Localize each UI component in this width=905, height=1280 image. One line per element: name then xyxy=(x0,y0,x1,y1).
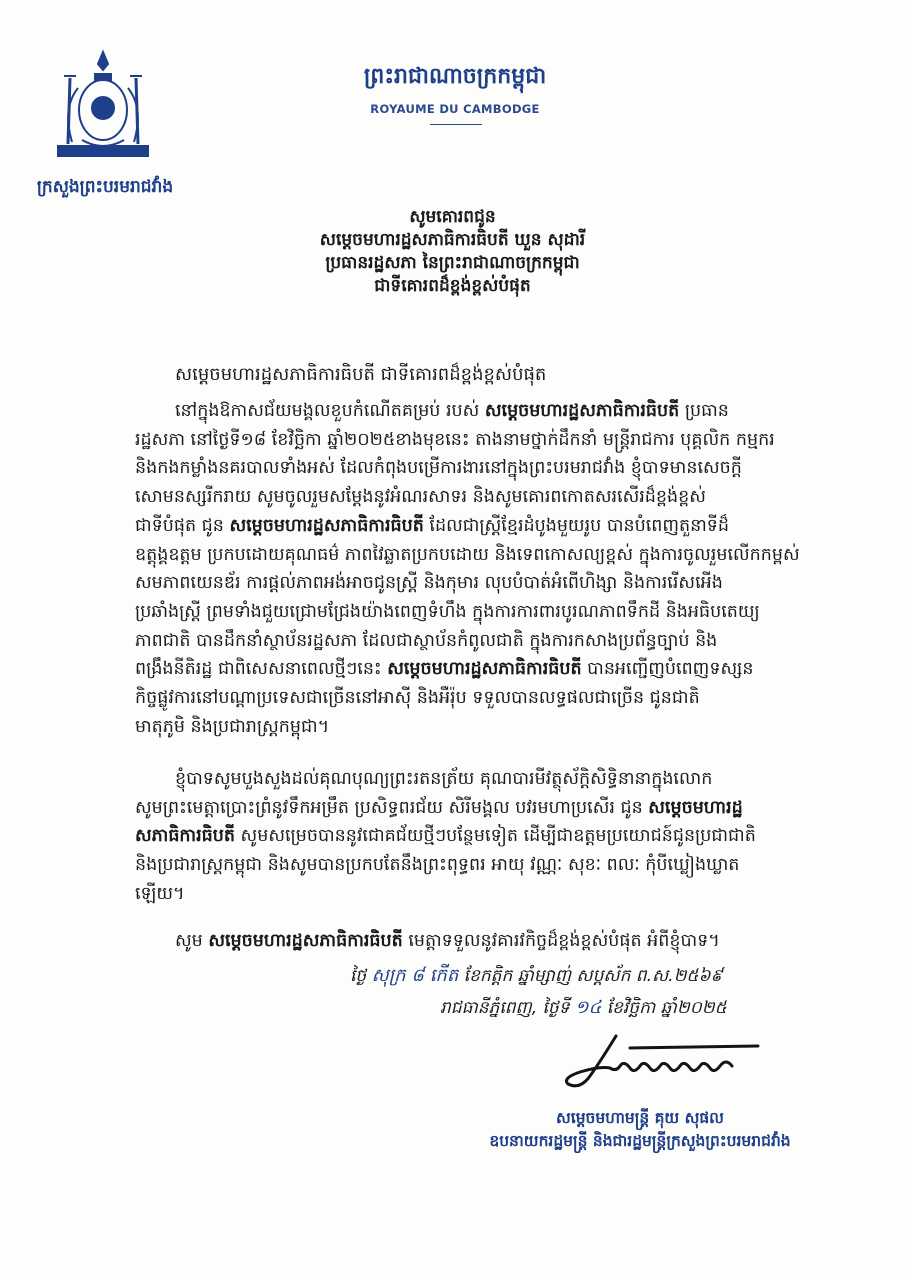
handwritten-signature-icon xyxy=(560,1032,760,1096)
text-segment: កិច្ចផ្លូវការនៅបណ្តាប្រទេសជាច្រើននៅអាស៊ី និងអឺរ៉ុប ទទួលបានលទ្ធផលជាច្រើន ជូនជាតិ xyxy=(135,688,700,709)
text-segment: ជាទីបំផុត ជូន xyxy=(135,515,230,536)
text-segment: សូម xyxy=(175,931,209,951)
address-line-4: ជាទីគោរពដ៏ខ្ពង់ខ្ពស់បំផុត xyxy=(374,276,531,296)
lunar-date-handwritten: សុក្រ ៨ កើត xyxy=(371,965,459,986)
lunar-date xyxy=(350,963,723,990)
text-segment: សមភាពយេនឌ័រ ការផ្តល់ភាពអង់អាចជូនស្ត្រី និងកុមារ លុបបំបាត់អំពើហិង្សា និងការរើសអើង xyxy=(135,573,723,594)
signer-name: សម្តេចមហាមន្ត្រី គុយ សុផល xyxy=(556,1109,724,1127)
paragraph-line xyxy=(135,655,795,684)
paragraph-line xyxy=(135,512,795,541)
paragraph-line xyxy=(135,454,795,483)
gregorian-date-suffix: ខែវិច្ឆិកា ឆ្នាំ២០២៥ xyxy=(601,998,727,1018)
text-segment: ប្រឆាំងស្ត្រី ព្រមទាំងជួយជ្រោមជ្រែងយ៉ាងពេញទំហឹង ក្នុងការការពារបូរណភាពទឹកដី និងអធិបតេយ្យ xyxy=(135,601,760,622)
paragraph-line xyxy=(135,880,795,909)
text-segment: ពង្រឹងនីតិរដ្ឋ ជាពិសេសនាពេលថ្មីៗនេះ xyxy=(135,659,388,680)
address-line-2: សម្តេចមហារដ្ឋសភាធិការធិបតី ឃួន សុដារី xyxy=(319,230,586,250)
signer-title: ឧបនាយករដ្ឋមន្ត្រី និងជារដ្ឋមន្ត្រីក្រសួងព្រះបរមរាជវាំង xyxy=(489,1132,791,1150)
honorific-title: សម្តេចមហារដ្ឋសភាធិការធិបតី xyxy=(484,401,680,421)
text-segment: ខ្ញុំបាទសូមបួងសួងដល់គុណបុណ្យព្រះរតនត្រ័យ គុណបារមីវត្ថុស័ក្តិសិទ្ធិនានាក្នុងលោក xyxy=(175,769,713,789)
kingdom-name-french: ROYAUME DU CAMBODGE xyxy=(370,102,540,116)
text-segment: រដ្ឋសភា នៅថ្ងៃទី១៨ ខែវិច្ឆិកា ឆ្នាំ២០២៥ខាងមុខនេះ តាងនាមថ្នាក់ដឹកនាំ មន្ត្រីរាជការ បុគ្គលិក កម្មករ xyxy=(135,429,775,450)
paragraph-line xyxy=(135,483,795,512)
gregorian-date-handwritten: ១៤ xyxy=(574,997,602,1018)
gregorian-date-prefix: រាជធានីភ្នំពេញ, ថ្ងៃទី xyxy=(440,998,575,1018)
salutation: សម្តេចមហារដ្ឋសភាធិការធិបតី ជាទីគោរពដ៏ខ្ពង់ខ្ពស់បំផុត xyxy=(175,364,547,385)
royal-coat-of-arms-icon xyxy=(48,48,158,168)
address-line-1: សូមគោរពជូន xyxy=(409,207,496,227)
text-segment: សូមព្រះមេត្តាប្រោះព្រំនូវទឹកអម្រឹត ប្រសិទ្ធពរជ័យ សិរីមង្គល បវរមហាប្រសើរ ជូន xyxy=(135,797,649,818)
text-segment: មាតុភូមិ និងប្រជារាស្ត្រកម្ពុជា។ xyxy=(135,716,330,737)
text-segment: ប្រធាន xyxy=(679,401,729,421)
paragraph-line xyxy=(135,569,795,598)
closing-line xyxy=(175,929,720,955)
text-segment: សូមសម្រេចបាននូវជោគជ័យថ្មីៗបន្ថែមទៀត ដើម្បីជាឧត្តមប្រយោជន៍ជូនប្រជាជាតិ xyxy=(234,826,756,847)
ministry-name: ក្រសួងព្រះបរមរាជវាំង xyxy=(36,177,174,197)
text-segment: ដែលជាស្ត្រីខ្មែរដំបូងមួយរូប បានបំពេញតួនាទីដ៏ xyxy=(423,515,730,536)
paragraph-line xyxy=(135,598,795,627)
text-segment: និងប្រជារាស្ត្រកម្ពុជា និងសូមបានប្រកបតែនឹងព្រះពុទ្ធពរ អាយុ វណ្ណៈ សុខៈ ពលៈ កុំបីឃ្លៀងឃ្លាត xyxy=(135,855,740,876)
paragraph-line xyxy=(135,765,795,794)
paragraph-line xyxy=(135,822,795,851)
paragraph-line xyxy=(135,851,795,880)
kingdom-name-khmer: ព្រះរាជាណាចក្រកម្ពុជា xyxy=(363,64,547,89)
honorific-title: សភាធិការធិបតី xyxy=(135,826,235,847)
text-segment: បានអញ្ជើញបំពេញទស្សន xyxy=(581,659,754,680)
text-segment: នៅក្នុងឱកាសជ័យមង្គលខួបកំណើតគម្រប់ ​របស់ xyxy=(175,401,485,421)
honorific-title: សម្តេចមហារដ្ឋសភាធិការធិបតី xyxy=(387,659,582,680)
honorific-title: សម្តេចមហារដ្ឋ xyxy=(648,797,743,818)
paragraph-line xyxy=(135,397,795,426)
honorific-title: សម្តេចមហារដ្ឋសភាធិការធិបតី xyxy=(208,931,403,951)
paragraph-line xyxy=(135,713,795,742)
text-segment: មេត្តាទទួលនូវគារវកិច្ចដ៏ខ្ពង់ខ្ពស់បំផុត អំពីខ្ញុំបាទ។ xyxy=(402,931,720,951)
text-segment: ឡើយ។ xyxy=(135,883,185,904)
text-segment: និងកងកម្លាំងនគរបាលទាំងអស់ ដែលកំពុងបម្រើការងារនៅក្នុងព្រះបរមរាជវាំង ខ្ញុំបាទមានសេចក្តី xyxy=(135,458,742,479)
gregorian-date xyxy=(440,995,727,1022)
paragraph-line xyxy=(135,627,795,656)
honorific-title: សម្តេចមហារដ្ឋសភាធិការធិបតី xyxy=(229,515,424,536)
paragraph-line xyxy=(135,426,795,455)
paragraph-line xyxy=(135,794,795,823)
paragraph-line xyxy=(135,541,800,570)
lunar-date-prefix: ថ្ងៃ xyxy=(350,966,372,986)
lunar-date-suffix: ខែកត្តិក ឆ្នាំម្សាញ់ សប្តស័ក ព.ស.២៥៦៩ xyxy=(458,966,723,986)
body-paragraph-1 xyxy=(135,397,800,741)
paragraph-line xyxy=(135,684,795,713)
address-block xyxy=(190,206,715,298)
body-paragraph-2 xyxy=(135,765,795,909)
text-segment: សោមនស្សរីករាយ សូមចូលរួមសម្តែងនូវអំណរសាទរ និងសូមគោរពកោតសរសើរដ៏ខ្ពង់ខ្ពស់ xyxy=(135,487,706,508)
text-segment: ឧត្តុង្គឧត្តម ប្រកបដោយគុណធម៌ ភាពវៃឆ្លាតប្រកបដោយ និងទេពកោសល្យខ្ពស់ ក្នុងការចូលរួមលើកកម្ពស់ xyxy=(135,544,800,565)
address-line-3: ប្រធានរដ្ឋសភា នៃព្រះរាជាណាចក្រកម្ពុជា xyxy=(325,253,580,273)
text-segment: ភាពជាតិ បានដឹកនាំស្ថាប័នរដ្ឋសភា ដែលជាស្ថាប័នកំពូលជាតិ ក្នុងការកសាងប្រព័ន្ធច្បាប់ និង xyxy=(135,630,718,651)
letterhead-divider xyxy=(430,124,482,125)
